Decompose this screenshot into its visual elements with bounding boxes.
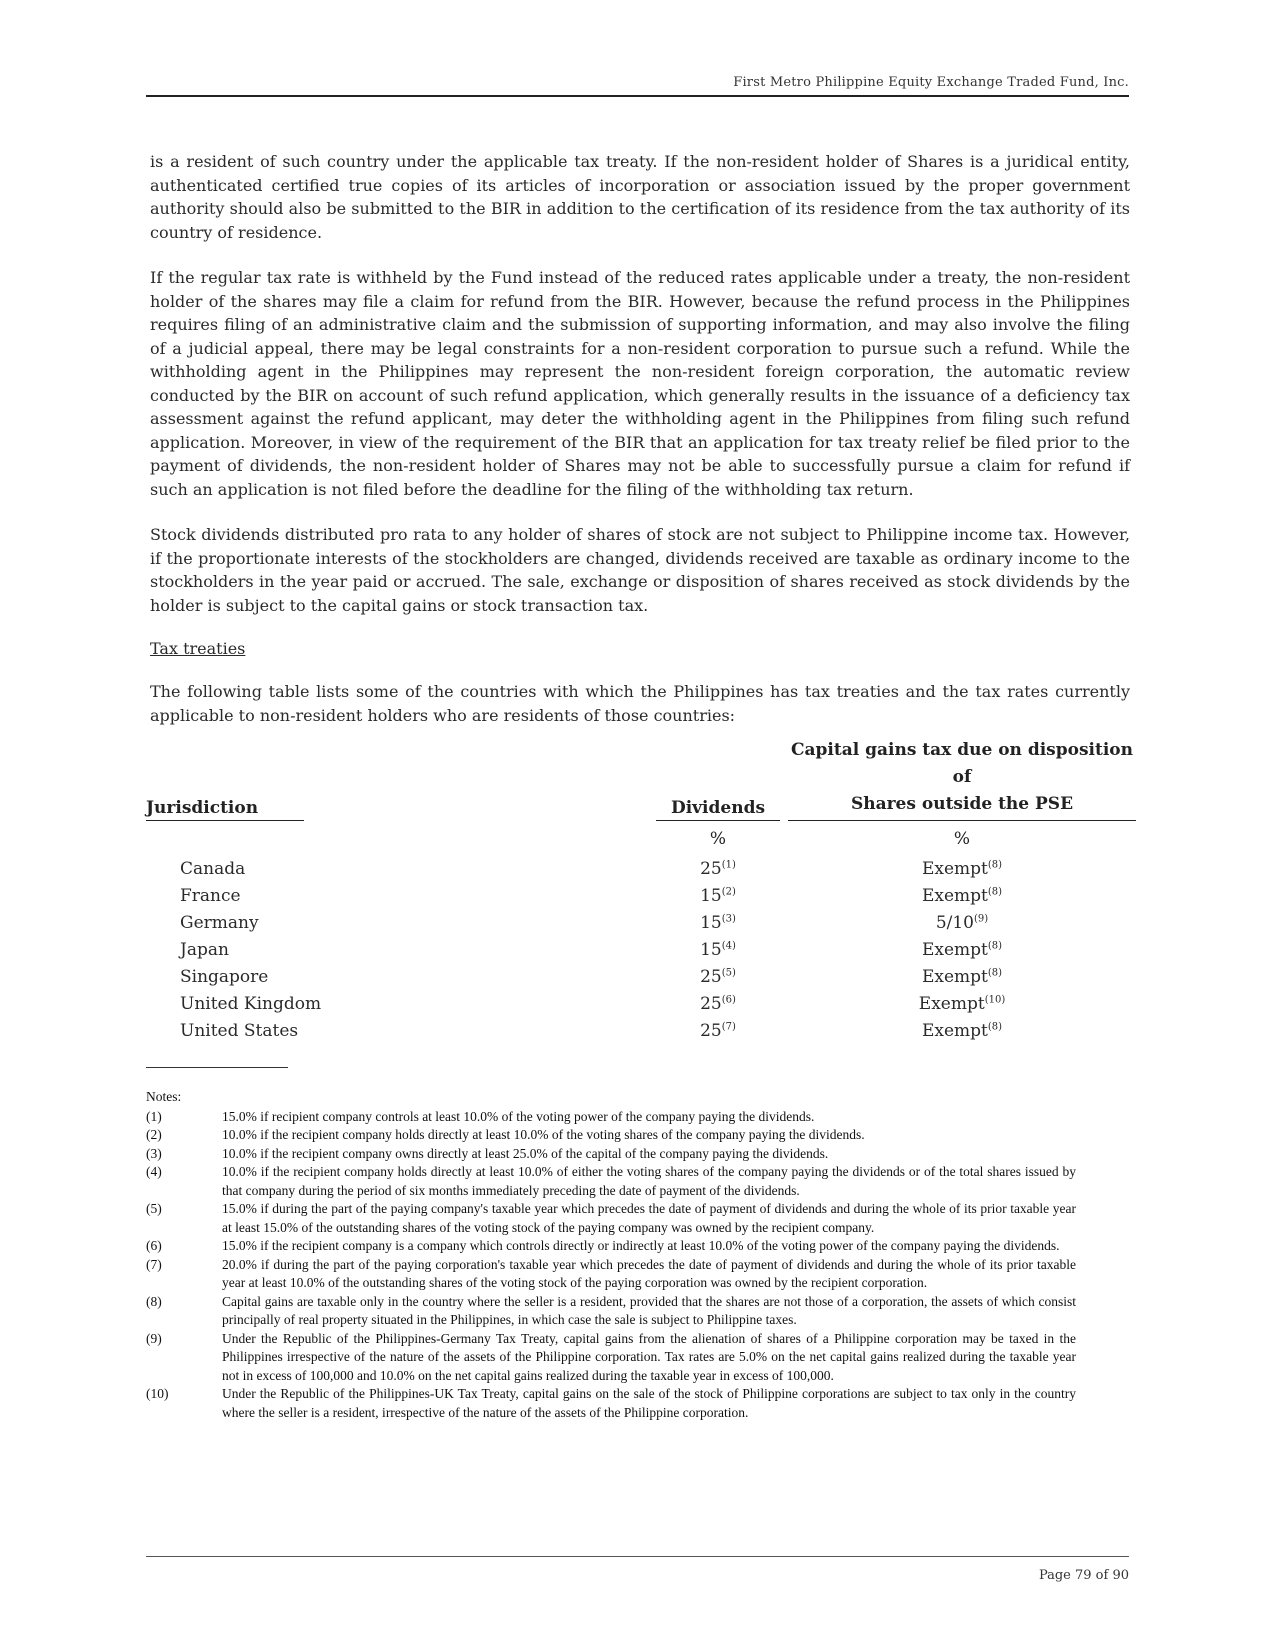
tax-treaty-table — [146, 740, 1136, 1045]
note-text: 10.0% if the recipient company owns directly at least 25.0% of the capital of the company paying the dividends. — [222, 1145, 829, 1161]
unit-row — [146, 829, 1136, 856]
note-number: (10) — [146, 1386, 169, 1401]
cell-dividends — [656, 940, 780, 960]
cell-country: Canada — [180, 859, 246, 879]
dividends-note-ref: (4) — [721, 940, 736, 952]
cell-dividends — [656, 994, 780, 1014]
paragraph-4: The following table lists some of the countries with which the Philippines has tax treaties and the tax rates currently applicable to non-resident holders who are residents of those countries: — [150, 682, 1130, 725]
cell-dividends — [656, 967, 780, 987]
notes-section — [146, 1088, 1076, 1422]
note-number: (9) — [146, 1330, 162, 1346]
notes-list — [146, 1108, 1076, 1423]
unit-dividends: % — [709, 829, 727, 849]
dividends-note-ref: (3) — [721, 913, 736, 925]
capital-gains-value: Exempt — [921, 886, 988, 906]
header-capital-gains-line2: Shares outside the PSE — [850, 794, 1074, 814]
paragraph-3: Stock dividends distributed pro rata to any holder of shares of stock are not subject to Philippine income tax. However, if the proportionate interests of the stockholders are changed, dividends received are taxable as ordinary income to the stockholders in the year paid or accrued. The sale, exchange or disposition of shares received as stock dividends by the holder is subject to the capital gains or stock transaction tax. — [150, 525, 1130, 615]
table-header — [146, 740, 1136, 823]
cell-capital-gains — [788, 886, 1136, 906]
cell-country: Germany — [180, 913, 259, 933]
cell-country: United States — [180, 1021, 299, 1041]
page-content — [146, 150, 1134, 1422]
cell-country: Japan — [180, 940, 229, 960]
table-row — [146, 937, 1136, 964]
capital-gains-value: Exempt — [918, 994, 985, 1014]
capital-gains-note-ref: (8) — [987, 940, 1003, 952]
dividends-value: 15 — [700, 913, 722, 933]
capital-gains-note-ref: (8) — [987, 967, 1003, 979]
note-number: (1) — [146, 1108, 162, 1124]
header-capital-gains — [788, 737, 1136, 821]
cell-capital-gains — [788, 1021, 1136, 1041]
cell-capital-gains — [788, 859, 1136, 879]
note-text: Under the Republic of the Philippines-UK Tax Treaty, capital gains on the sale of the stock of Philippine corporations are subject to tax only in the country where the seller is a resident, irrespective of the nature of the assets of the Philippine corporation. — [222, 1386, 1076, 1420]
capital-gains-value: Exempt — [921, 859, 988, 879]
note-number: (2) — [146, 1127, 162, 1142]
header-dividends: Dividends — [656, 798, 780, 821]
notes-divider — [146, 1067, 288, 1068]
dividends-value: 15 — [700, 886, 722, 906]
note-number: (7) — [146, 1256, 162, 1272]
note-number: (8) — [146, 1293, 162, 1309]
cell-capital-gains — [788, 940, 1136, 960]
section-heading-tax-treaties: Tax treaties — [150, 639, 246, 658]
capital-gains-note-ref: (8) — [987, 886, 1003, 898]
cell-country: United Kingdom — [180, 994, 322, 1014]
cell-country: Singapore — [180, 967, 269, 987]
notes-title: Notes: — [146, 1089, 182, 1104]
note-item — [146, 1200, 1076, 1237]
note-text: 15.0% if the recipient company is a company which controls directly or indirectly at least 10.0% of the voting power of the company paying the dividends. — [222, 1238, 1060, 1253]
dividends-note-ref: (2) — [721, 886, 736, 898]
note-number: (3) — [146, 1145, 162, 1161]
capital-gains-value: 5/10 — [935, 913, 974, 933]
header-jurisdiction: Jurisdiction — [146, 798, 304, 821]
capital-gains-note-ref: (10) — [984, 994, 1006, 1006]
dividends-note-ref: (1) — [721, 859, 736, 871]
dividends-value: 25 — [700, 967, 722, 987]
note-item — [146, 1163, 1076, 1200]
note-text: 20.0% if during the part of the paying corporation's taxable year which precedes the date of payment of dividends and during the whole of its prior taxable year at least 10.0% of the outstanding shares of the voting stock of the paying corporation was owned by the recipient corporation. — [222, 1256, 1076, 1290]
paragraph-1: is a resident of such country under the applicable tax treaty. If the non-resident holder of Shares is a juridical entity, authenticated certified true copies of its articles of incorporation or association issued by the proper government authority should also be submitted to the BIR in addition to the certification of its residence from the tax authority of its country of residence. — [150, 152, 1130, 242]
table-row — [146, 991, 1136, 1018]
note-number: (6) — [146, 1238, 162, 1253]
capital-gains-note-ref: (9) — [974, 913, 989, 925]
note-text: 15.0% if during the part of the paying company's taxable year which precedes the date of payment of dividends and during the whole of its prior taxable year at least 15.0% of the outstanding shares of the voting stock of the paying company was owned by the recipient company. — [222, 1201, 1076, 1235]
note-number: (4) — [146, 1164, 162, 1179]
dividends-value: 25 — [700, 1021, 722, 1041]
note-text: 10.0% if the recipient company holds directly at least 10.0% of the voting shares of the company paying the dividends. — [222, 1127, 865, 1142]
note-text: 15.0% if recipient company controls at least 10.0% of the voting power of the company paying the dividends. — [222, 1108, 815, 1124]
dividends-value: 15 — [700, 940, 722, 960]
unit-capital-gains: % — [953, 829, 971, 849]
note-item — [146, 1126, 1076, 1145]
cell-dividends — [656, 1021, 780, 1041]
table-row — [146, 856, 1136, 883]
dividends-note-ref: (6) — [721, 994, 736, 1006]
dividends-note-ref: (7) — [721, 1021, 736, 1033]
note-text: Capital gains are taxable only in the country where the seller is a resident, provided that the shares are not those of a corporation, the assets of which consist principally of real property situated in the Philippines, in which case the sale is subject to Philippine taxes. — [222, 1293, 1076, 1327]
note-item — [146, 1293, 1076, 1330]
paragraph-2: If the regular tax rate is withheld by the Fund instead of the reduced rates applicable under a treaty, the non-resident holder of the shares may file a claim for refund from the BIR. However, because the refund process in the Philippines requires filing of an administrative claim and the submission of supporting information, and may also involve the filing of a judicial appeal, there may be legal constraints for a non-resident corporation to pursue such a refund. While the withholding agent in the Philippines may represent the non-resident foreign corporation, the automatic review conducted by the BIR on account of such refund application, which generally results in the issuance of a deficiency tax assessment against the refund applicant, may deter the withholding agent in the Philippines from filing such refund application. Moreover, in view of the requirement of the BIR that an application for tax treaty relief be filed prior to the payment of dividends, the non-resident holder of Shares may not be able to successfully pursue a claim for refund if such an application is not filed before the deadline for the filing of the withholding tax return. — [150, 268, 1130, 499]
table-row — [146, 964, 1136, 991]
footer-rule — [146, 1556, 1129, 1557]
capital-gains-value: Exempt — [921, 940, 988, 960]
cell-capital-gains — [788, 994, 1136, 1014]
dividends-value: 25 — [700, 859, 722, 879]
note-item — [146, 1330, 1076, 1386]
cell-country: France — [180, 886, 241, 906]
note-item — [146, 1385, 1076, 1422]
note-item — [146, 1145, 1076, 1164]
note-item — [146, 1237, 1076, 1256]
table-body — [146, 856, 1136, 1045]
cell-dividends — [656, 886, 780, 906]
header-title: First Metro Philippine Equity Exchange Traded Fund, Inc. — [733, 75, 1129, 90]
cell-dividends — [656, 859, 780, 879]
capital-gains-value: Exempt — [921, 967, 988, 987]
table-row — [146, 883, 1136, 910]
capital-gains-note-ref: (8) — [987, 1021, 1003, 1033]
note-item — [146, 1256, 1076, 1293]
note-item — [146, 1108, 1076, 1127]
header-rule — [146, 95, 1129, 97]
cell-dividends — [656, 913, 780, 933]
note-text: Under the Republic of the Philippines-Germany Tax Treaty, capital gains from the alienation of shares of a Philippine corporation may be taxed in the Philippines irrespective of the nature of the assets of the Philippine corporation. Tax rates are 5.0% on the net capital gains realized during the taxable year not in excess of 100,000 and 10.0% on the net capital gains realized during the taxable year in excess of 100,000. — [222, 1330, 1076, 1383]
header-capital-gains-line1: Capital gains tax due on disposition of — [790, 740, 1134, 787]
table-row — [146, 1018, 1136, 1045]
cell-capital-gains — [788, 967, 1136, 987]
table-row — [146, 910, 1136, 937]
dividends-note-ref: (5) — [721, 967, 736, 979]
capital-gains-note-ref: (8) — [987, 859, 1003, 871]
page-number: Page 79 of 90 — [1038, 1568, 1129, 1583]
cell-capital-gains — [788, 913, 1136, 933]
capital-gains-value: Exempt — [921, 1021, 988, 1041]
note-number: (5) — [146, 1201, 162, 1216]
dividends-value: 25 — [700, 994, 722, 1014]
note-text: 10.0% if the recipient company holds directly at least 10.0% of either the voting shares of the company paying the dividends or of the total shares issued by that company during the period of six months immediately preceding the date of payment of the dividends. — [222, 1164, 1076, 1198]
